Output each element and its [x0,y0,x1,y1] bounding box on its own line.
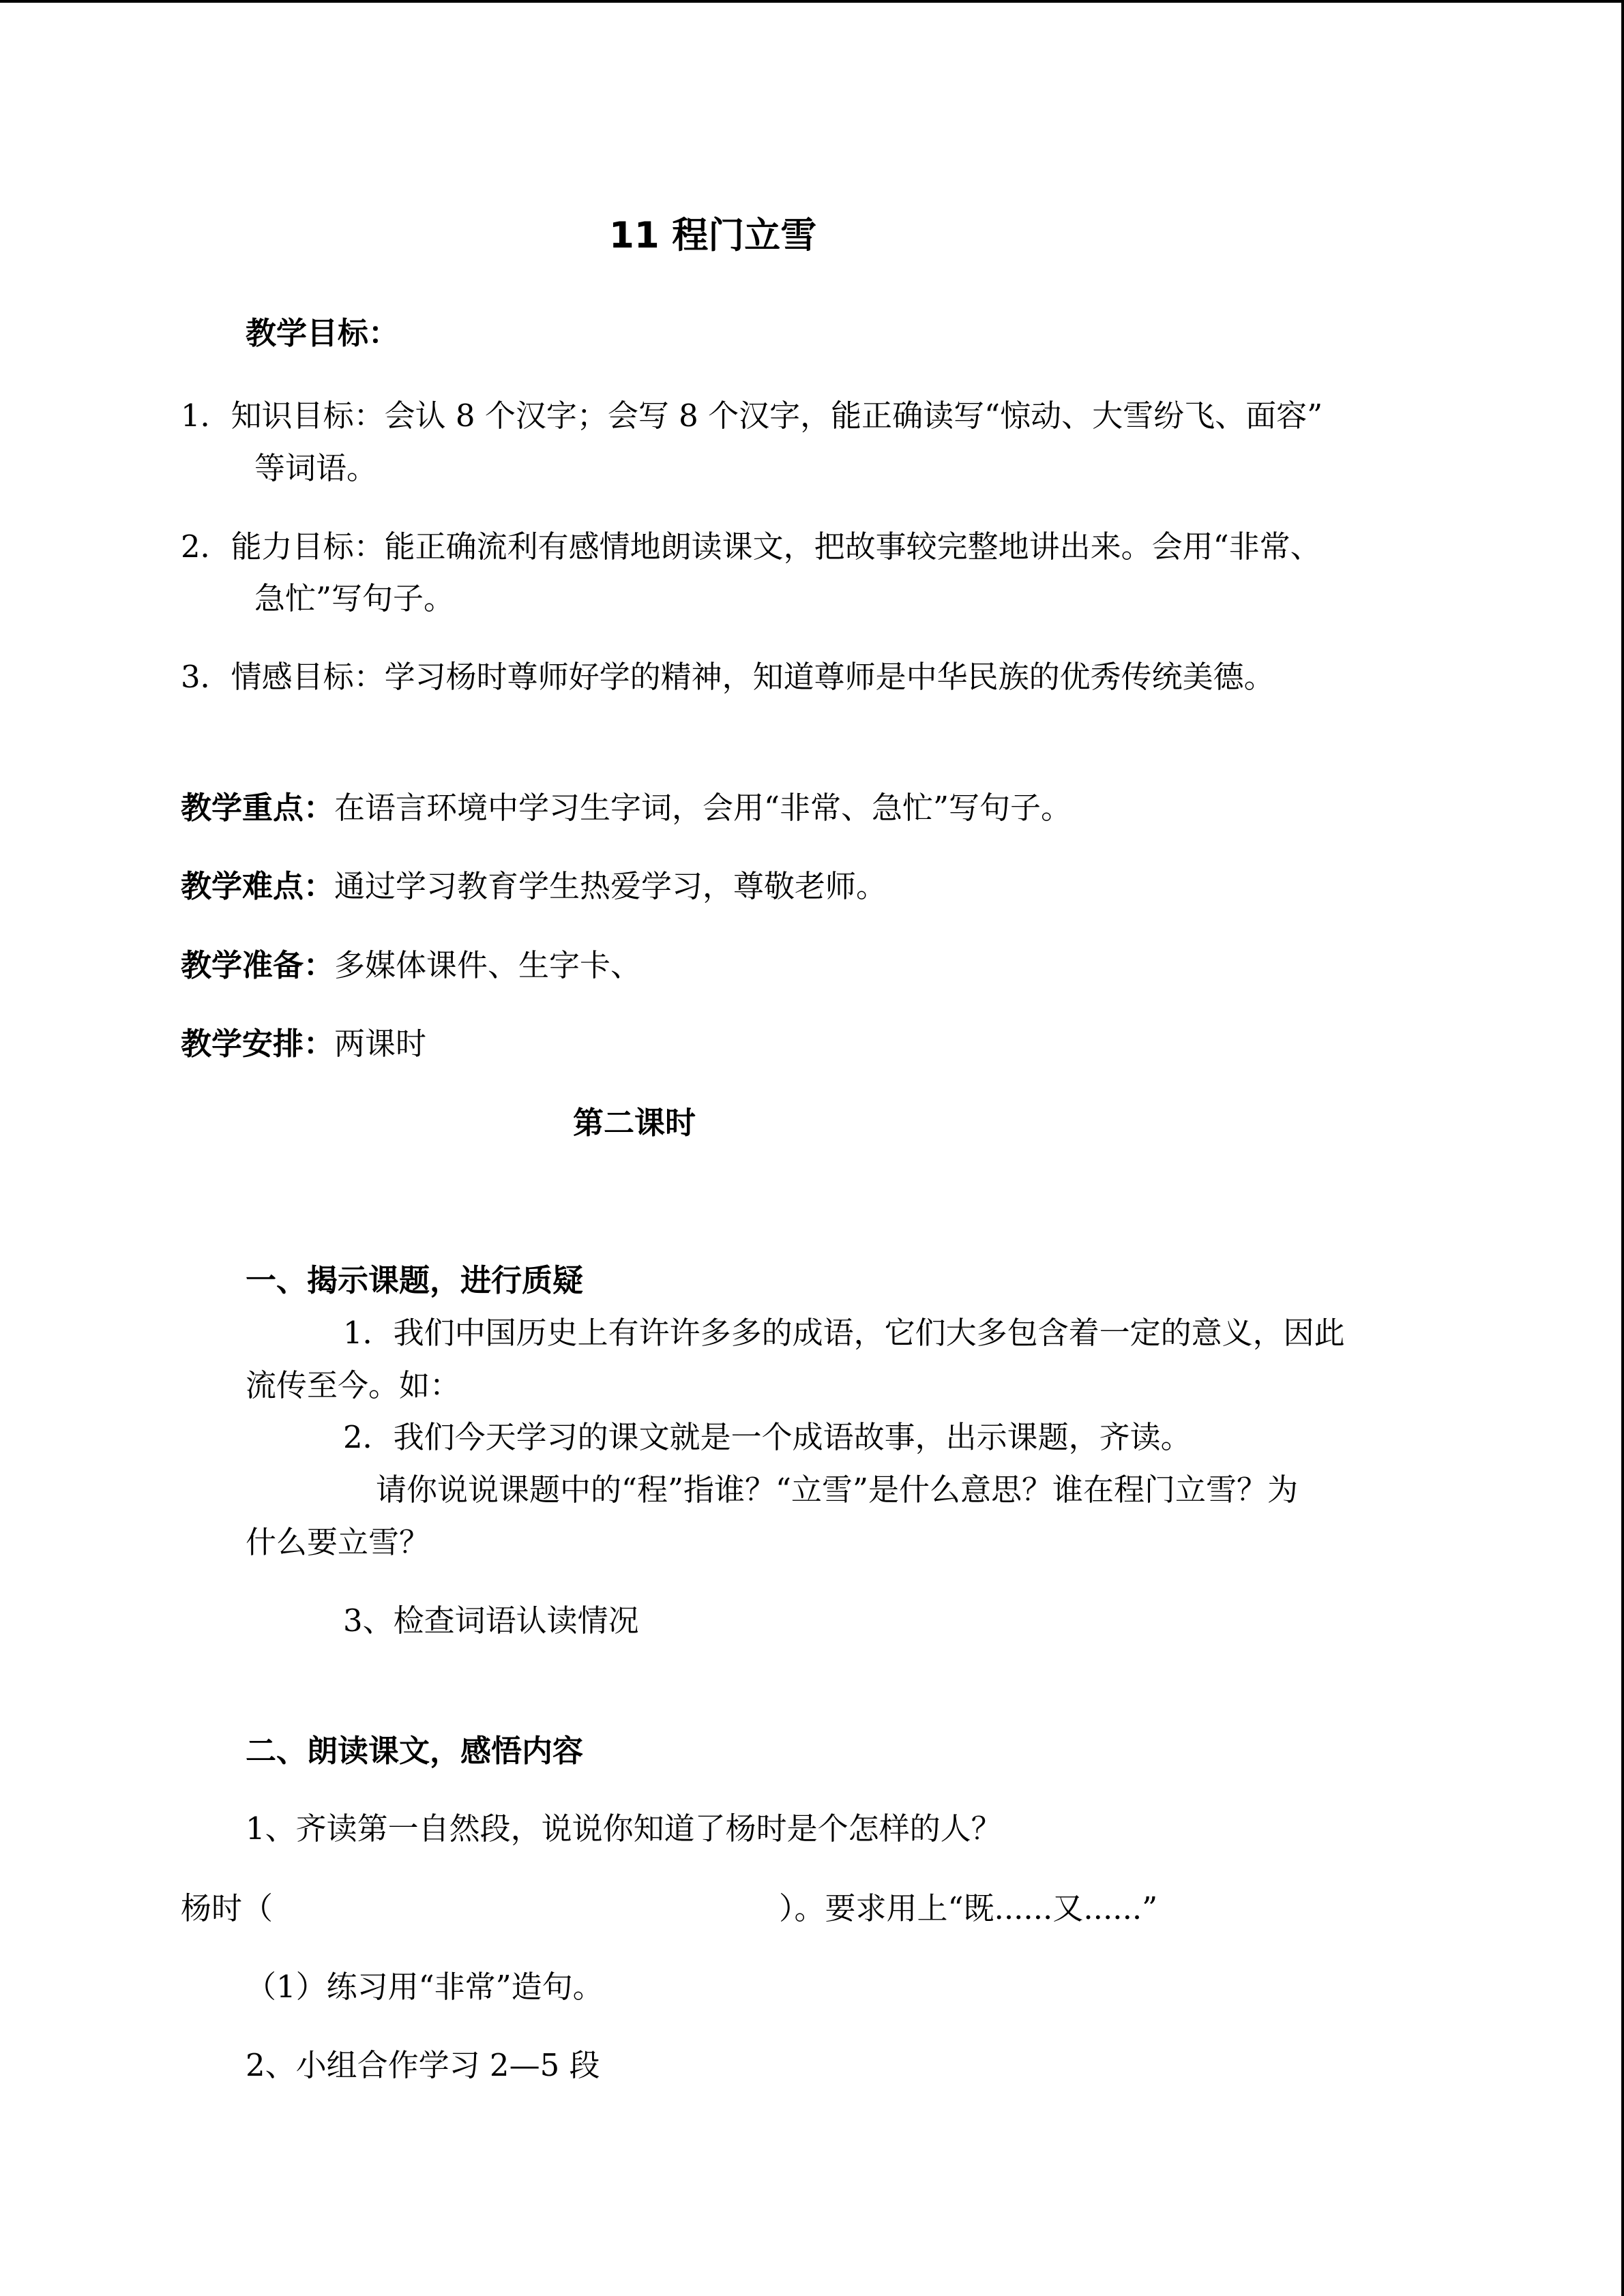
info-row-difficulties [181,867,887,906]
objective-1-line-1: 1．知识目标：会认 8 个汉字；会写 8 个汉字，能正确读写“惊动、大雪纷飞、面容” [181,398,1323,434]
info-value: 在语言环境中学习生字词，会用“非常、急忙”写句子。 [334,790,1072,826]
objectives-heading: 教学目标： [246,315,400,351]
lesson-heading: 第二课时 [573,1105,696,1141]
info-label: 教学准备： [181,947,335,983]
info-label: 教学难点： [181,868,335,904]
section-2-heading: 二、朗读课文，感悟内容 [246,1733,584,1769]
section-2-paragraph-2: （1）练习用“非常”造句。 [246,1969,604,2005]
info-row-schedule [181,1025,426,1063]
section-1-paragraph-3-line-1: 请你说说课题中的“程”指谁？“立雪”是什么意思？谁在程门立雪？为 [376,1472,1299,1508]
info-label: 教学重点： [181,790,335,826]
section-1-paragraph-3-line-2: 什么要立雪？ [246,1524,430,1560]
objective-1-line-2: 等词语。 [254,450,378,486]
document-title: 11 程门立雪 [609,215,817,256]
info-value: 两课时 [334,1026,427,1062]
section-1-paragraph-2: 2．我们今天学习的课文就是一个成语故事，出示课题，齐读。 [343,1419,1192,1455]
fill-in-prefix: 杨时（ [181,1890,274,1926]
info-row-key-points [181,789,1072,827]
section-1-paragraph-1-line-2: 流传至今。如： [246,1367,461,1403]
section-2-paragraph-3: 2、小组合作学习 2—5 段 [246,2047,600,2083]
objective-2-line-1: 2．能力目标：能正确流利有感情地朗读课文，把故事较完整地讲出来。会用“非常、 [181,528,1321,565]
fill-in-suffix: ）。要求用上“既......又......” [779,1890,1158,1926]
info-value: 多媒体课件、生字卡、 [334,947,642,983]
section-1-paragraph-1-line-1: 1．我们中国历史上有许许多多的成语，它们大多包含着一定的意义，因此 [343,1315,1345,1351]
info-label: 教学安排： [181,1026,335,1062]
section-1-heading: 一、揭示课题，进行质疑 [246,1262,584,1298]
info-row-preparation [181,946,641,985]
section-1-paragraph-4: 3、检查词语认读情况 [343,1602,639,1639]
objective-3: 3．情感目标：学习杨时尊师好学的精神，知道尊师是中华民族的优秀传统美德。 [181,659,1275,695]
section-2-paragraph-1: 1、齐读第一自然段，说说你知道了杨时是个怎样的人？ [246,1810,1002,1847]
fill-in-sentence [181,1890,1157,1928]
objective-2-line-2: 急忙”写句子。 [254,580,455,616]
info-value: 通过学习教育学生热爱学习，尊敬老师。 [334,868,887,904]
